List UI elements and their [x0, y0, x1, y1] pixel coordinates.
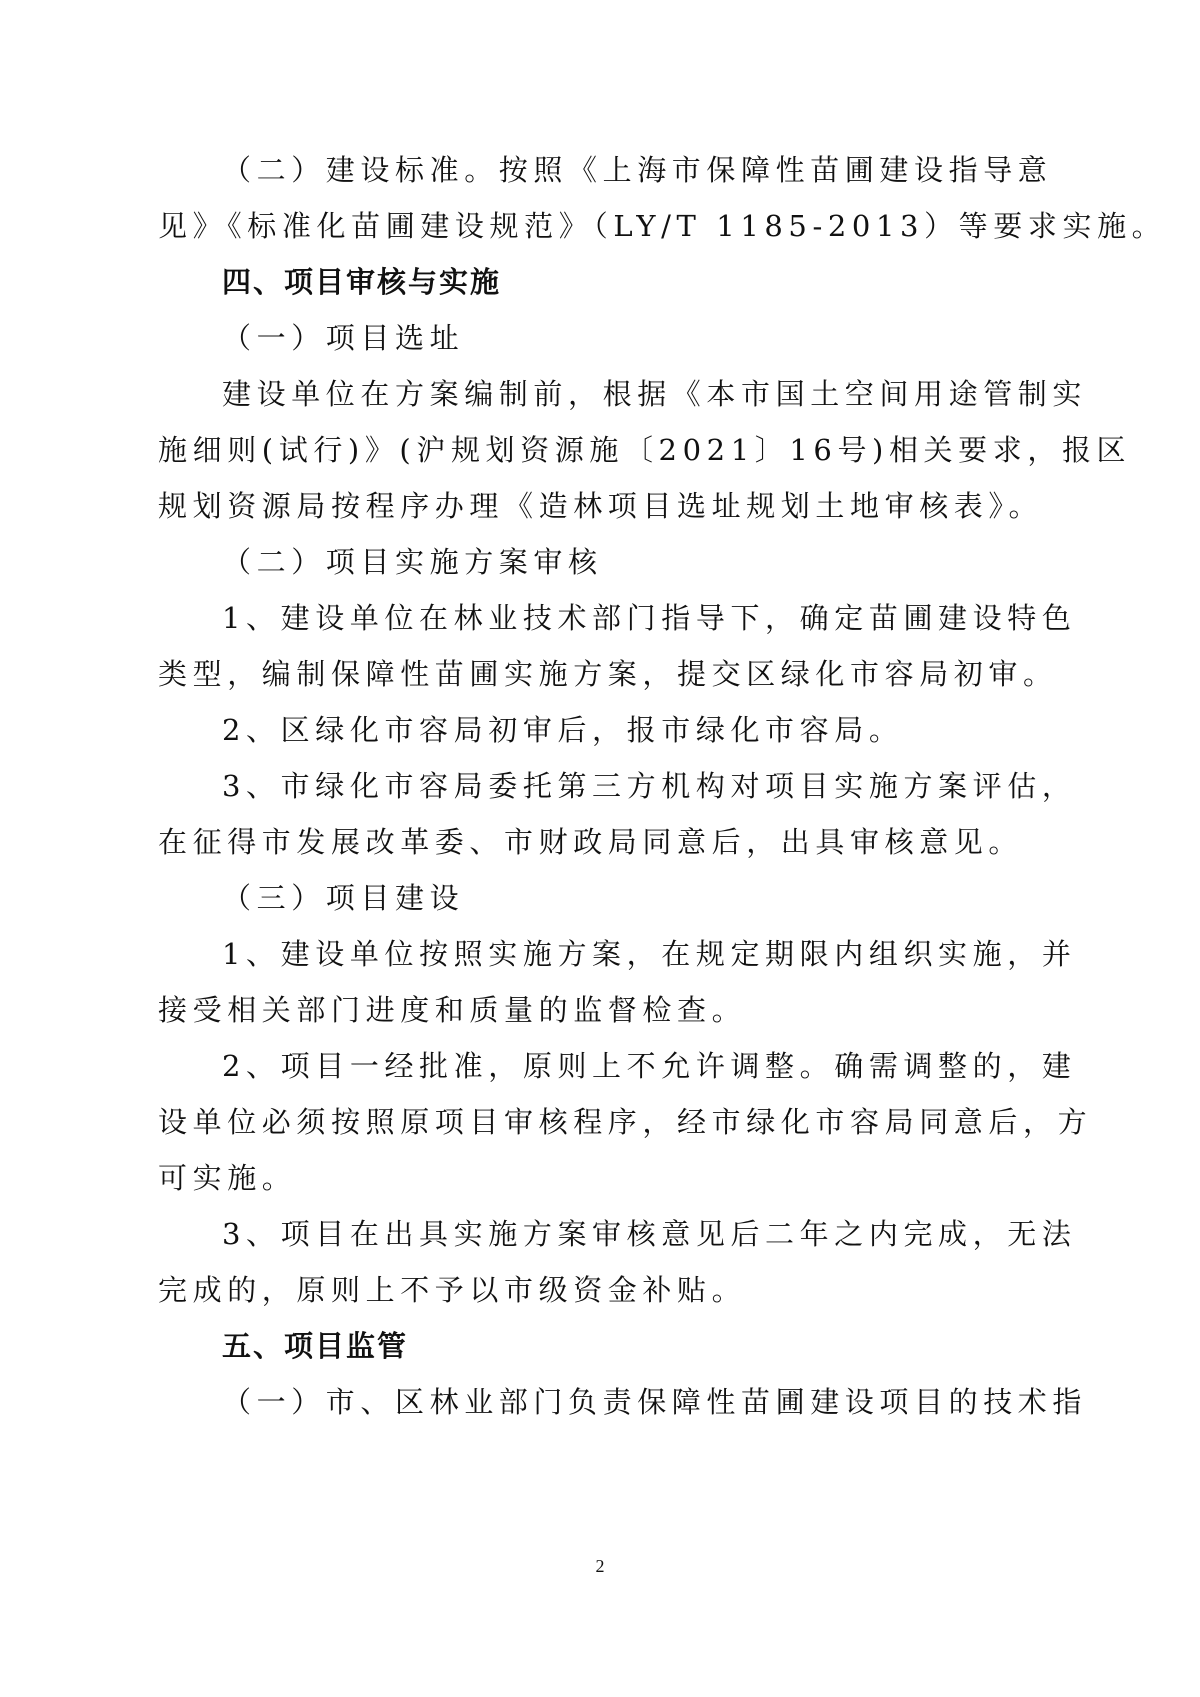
paragraph-line: 施细则(试行)》(沪规划资源施〔2021〕16号)相关要求，报区: [158, 433, 1132, 467]
paragraph-line: 接受相关部门进度和质量的监督检查。: [158, 993, 747, 1027]
paragraph-line: 1、建设单位在林业技术部门指导下，确定苗圃建设特色: [222, 601, 1077, 635]
page-number: 2: [595, 1556, 605, 1576]
paragraph-line: 可实施。: [158, 1161, 297, 1195]
subsection-heading: （三）项目建设: [222, 881, 465, 915]
paragraph-line: 2、项目一经批准，原则上不允许调整。确需调整的，建: [222, 1049, 1077, 1083]
section-heading: 五、项目监管: [222, 1329, 409, 1363]
paragraph-line: 完成的，原则上不予以市级资金补贴。: [158, 1273, 747, 1307]
paragraph-line: 见》《标准化苗圃建设规范》（LY/T 1185-2013）等要求实施。: [158, 209, 1167, 243]
paragraph-line: 类型，编制保障性苗圃实施方案，提交区绿化市容局初审。: [158, 657, 1058, 691]
paragraph-line: 1、建设单位按照实施方案，在规定期限内组织实施，并: [222, 937, 1077, 971]
paragraph-line: 规划资源局按程序办理《造林项目选址规划土地审核表》。: [158, 489, 1044, 523]
paragraph-line: 建设单位在方案编制前，根据《本市国土空间用途管制实: [222, 377, 1088, 411]
paragraph-line: 3、项目在出具实施方案审核意见后二年之内完成，无法: [222, 1217, 1077, 1251]
subsection-heading: （一）项目选址: [222, 321, 465, 355]
paragraph-line: 在征得市发展改革委、市财政局同意后，出具审核意见。: [158, 825, 1024, 859]
subsection-heading: （二）项目实施方案审核: [222, 545, 603, 579]
paragraph-line: （一）市、区林业部门负责保障性苗圃建设项目的技术指: [222, 1385, 1088, 1419]
paragraph-line: 3、市绿化市容局委托第三方机构对项目实施方案评估，: [222, 769, 1077, 803]
section-heading: 四、项目审核与实施: [222, 265, 502, 299]
paragraph-line: 设单位必须按照原项目审核程序，经市绿化市容局同意后，方: [158, 1105, 1093, 1139]
paragraph-line: 2、区绿化市容局初审后，报市绿化市容局。: [222, 713, 904, 747]
paragraph-line: （二）建设标准。按照《上海市保障性苗圃建设指导意: [222, 153, 1053, 187]
